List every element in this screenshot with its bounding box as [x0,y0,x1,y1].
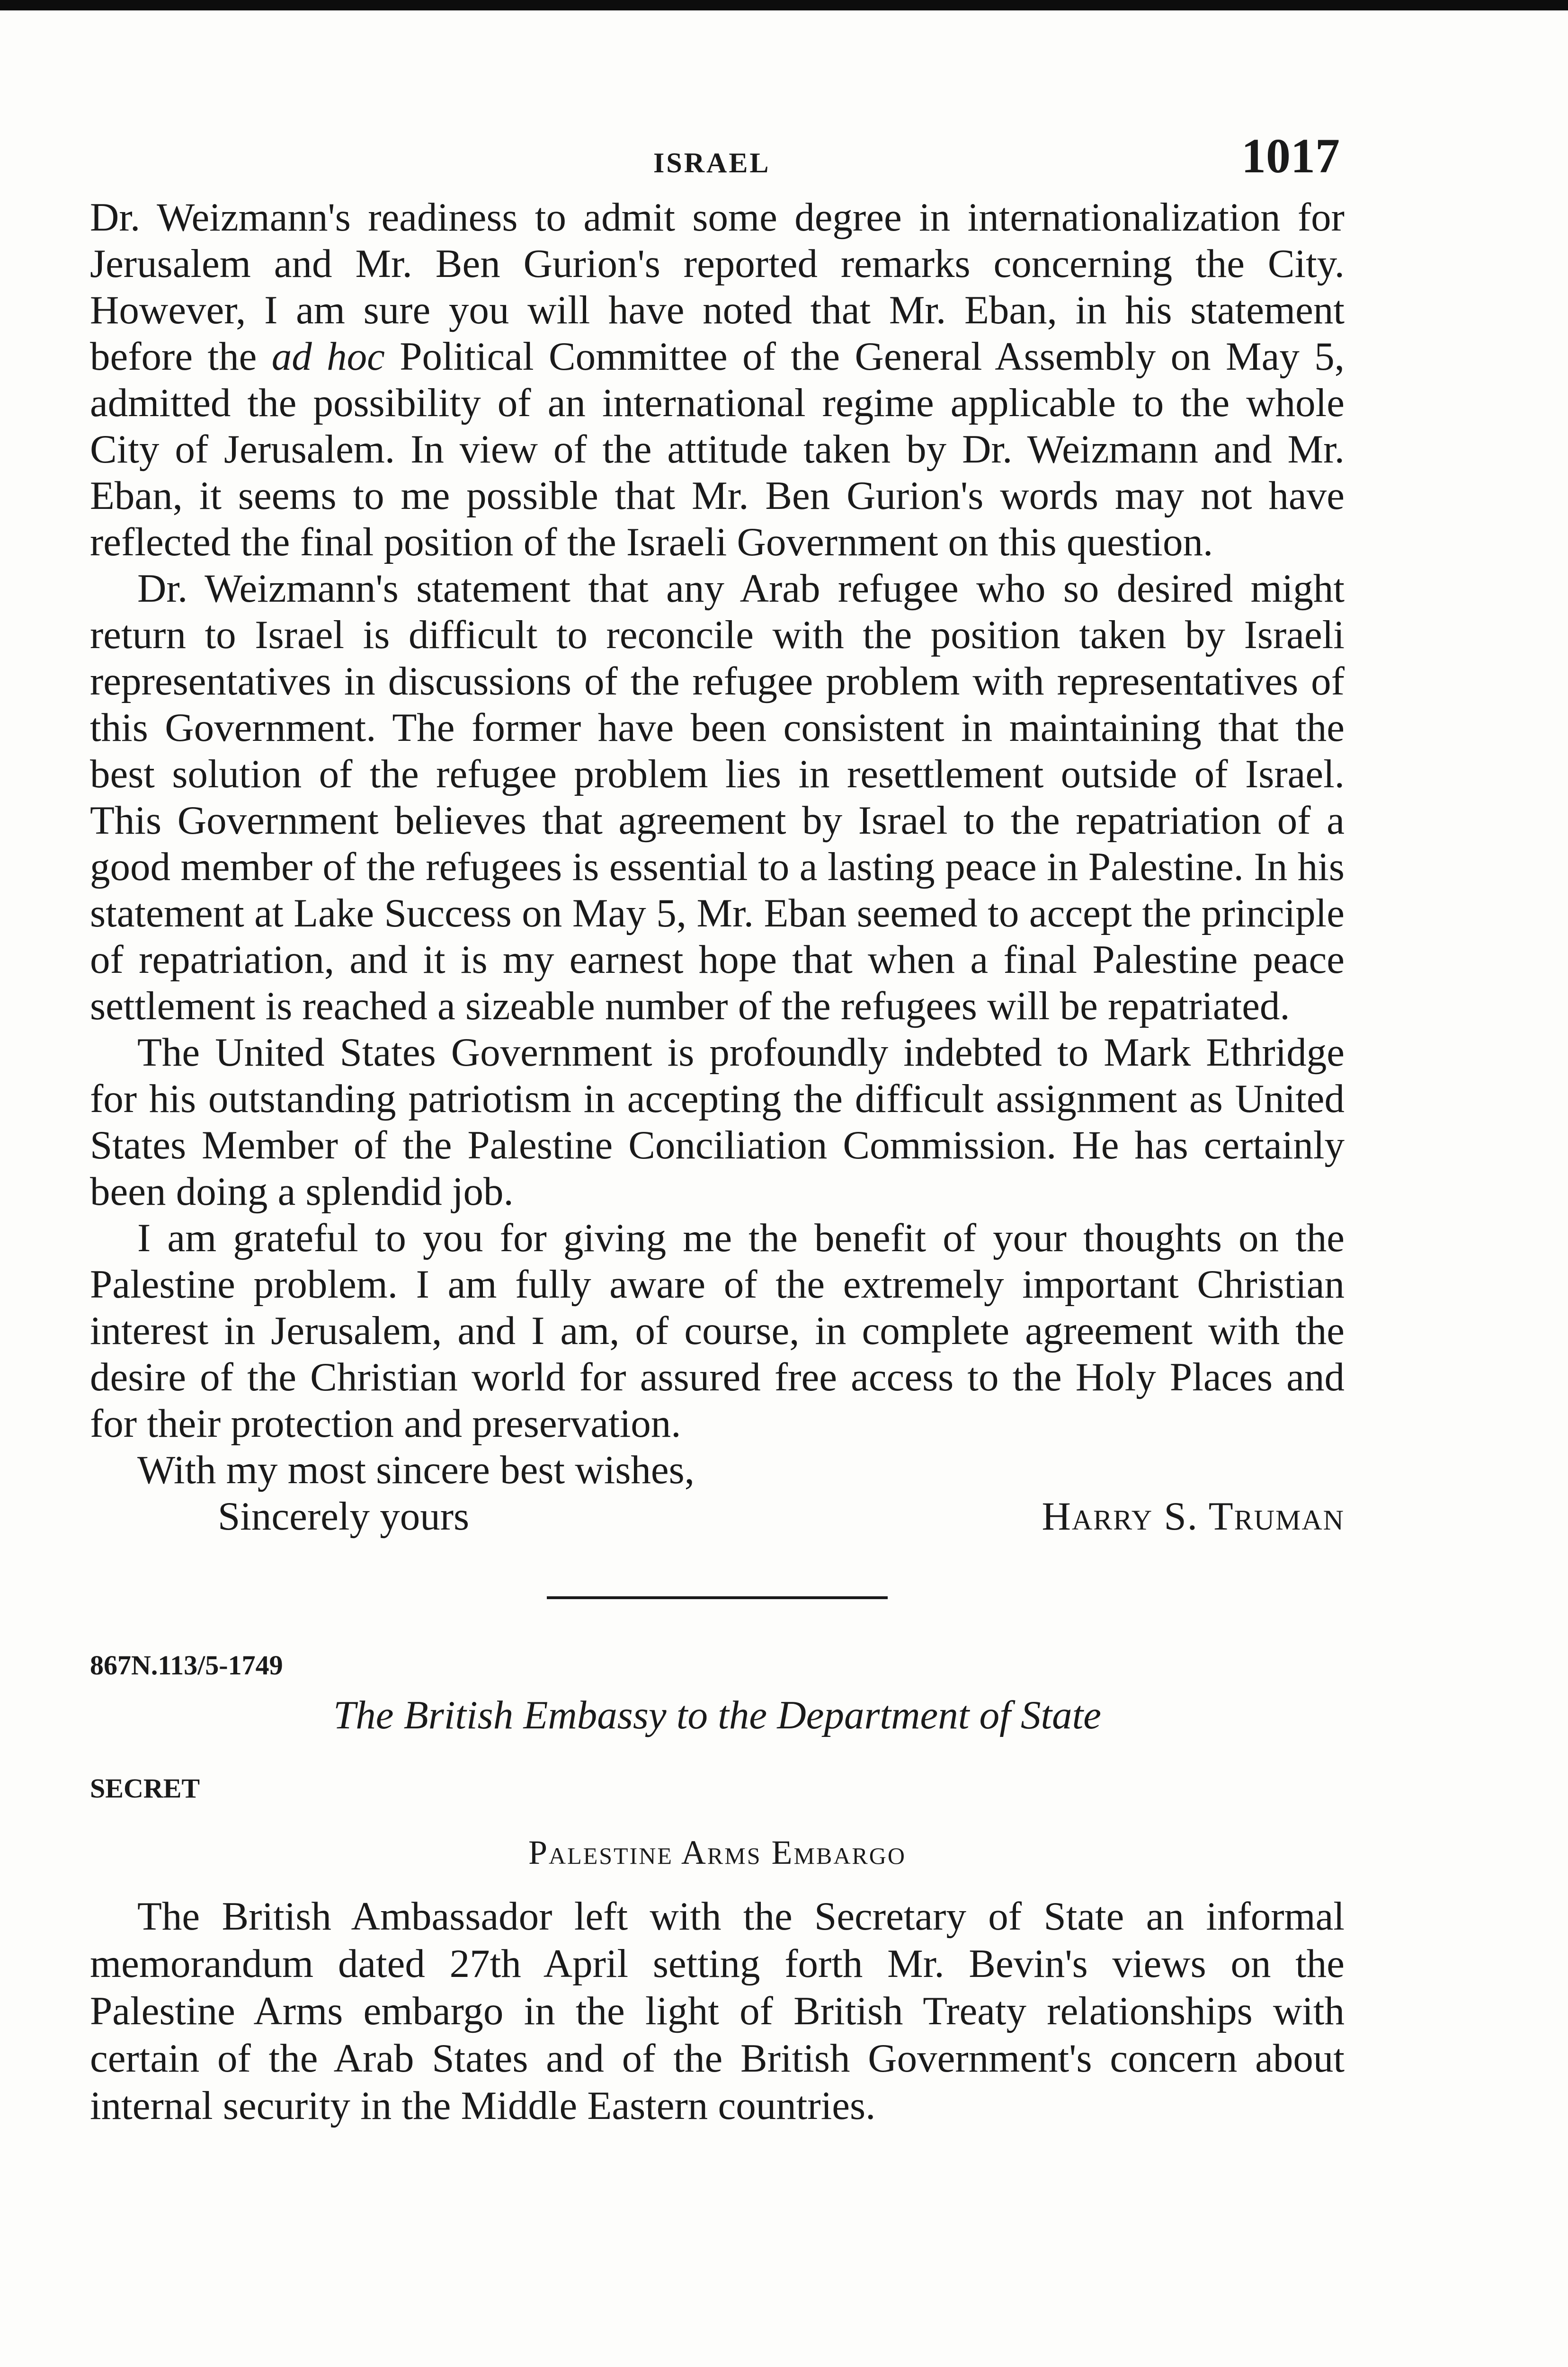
letter-paragraph-3: The United States Government is profoundly indebted to Mark Ethridge for his outstanding patriotism in accepting the difficult assignment as United States Member of the Palestine Conciliation Commission. He has certainly been doing a splendid job. [90,1030,1345,1214]
subject-heading: Palestine Arms Embargo [528,1833,906,1871]
running-header [90,118,1345,194]
paragraph-1-text-a: Dr. Weizmann's readiness to admit some degree in internationalization for Jerusalem and Mr. Ben Gurion's reported remarks concerning the City. However, I am sure you will have noted that Mr. Eban, in his statement before the [90,195,1345,379]
running-title: ISRAEL [653,147,771,178]
paragraph-1-text-b: Political Committee of the General Assembly on May 5, admitted the possibility of an international regime applicable to the whole City of Jerusalem. In view of the attitude taken by Dr. Weizmann and Mr. Eban, it seems to me possible that Mr. Ben Gurion's words may not have reflected the final position of the Israeli Government on this question. [90,334,1345,564]
signature-row [90,1493,1345,1539]
letter-paragraph-1 [90,194,1345,565]
letter-paragraph-4: I am grateful to you for giving me the benefit of your thoughts on the Palestine problem. I am fully aware of the extremely important Christian interest in Jerusalem, and I am, of course, in complete agreement with the desire of the Christian world for assured free access to the Holy Places and for their protection and preservation. [90,1216,1345,1446]
document-page [90,118,1345,2129]
classification-label: SECRET [90,1773,200,1804]
page-number: 1017 [1241,129,1340,183]
letter-closing: With my most sincere best wishes, [137,1448,695,1492]
valediction: Sincerely yours [218,1494,470,1539]
top-edge-rule [0,0,1568,10]
signature: Harry S. Truman [1042,1494,1345,1539]
file-number: 867N.113/5-1749 [90,1650,283,1681]
paragraph-1-italic-term: ad hoc [271,334,385,379]
document-heading: The British Embassy to the Department of State [333,1693,1101,1737]
section-separator [547,1596,888,1599]
letter-paragraph-2: Dr. Weizmann's statement that any Arab refugee who so desired might return to Israel is difficult to reconcile with the position taken by Israeli representatives in discussions of the refugee problem with representatives of this Government. The former have been consistent in maintaining that the best solution of the refugee problem lies in resettlement outside of Israel. This Government believes that agreement by Israel to the repatriation of a good member of the refugees is essential to a lasting peace in Palestine. In his statement at Lake Success on May 5, Mr. Eban seemed to accept the principle of repatriation, and it is my earnest hope that when a final Palestine peace settlement is reached a sizeable number of the refugees will be repatriated. [90,566,1345,1028]
memo-paragraph-1: The British Ambassador left with the Secretary of State an informal memorandum dated 27th April setting forth Mr. Bevin's views on the Palestine Arms embargo in the light of British Treaty relationships with certain of the Arab States and of the British Government's concern about internal security in the Middle Eastern countries. [90,1894,1345,2128]
memo-body [90,1893,1345,2129]
letter-body [90,194,1345,1447]
